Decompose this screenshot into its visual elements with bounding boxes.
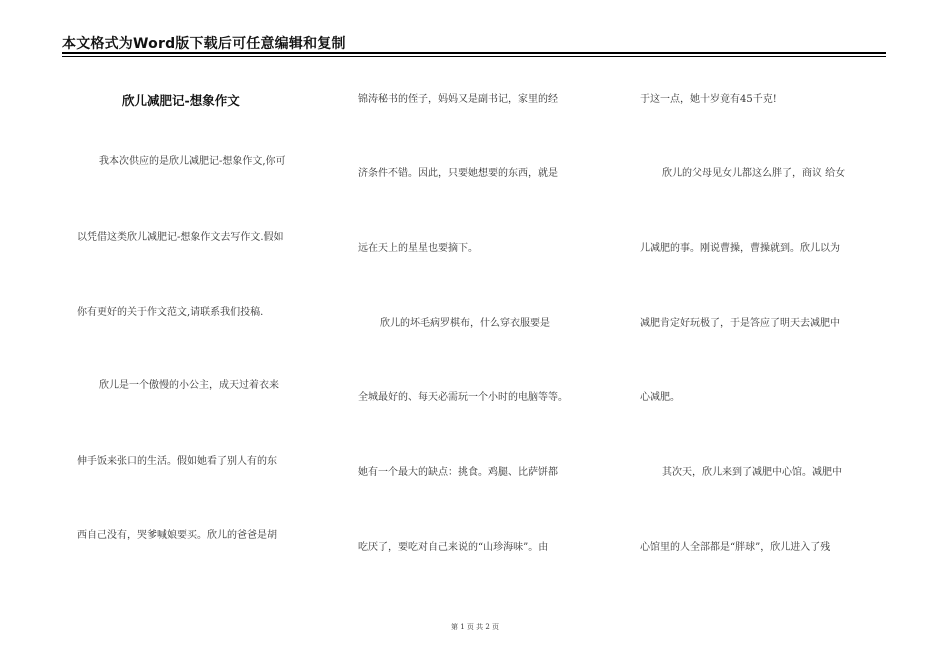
text-line: 欣儿的坏毛病罗棋布，什么穿衣服要是: [380, 318, 550, 329]
text-line: 远在天上的星星也要摘下。: [358, 243, 478, 254]
text-line: 吃厌了，要吃对自己来说的“山珍海味”。由: [358, 542, 549, 553]
text-line: 于这一点，她十岁竟有45千克!: [640, 94, 777, 105]
text-line: 心减肥。: [640, 392, 680, 403]
text-line: 以凭借这类欣儿减肥记-想象作文去写作文.假如: [77, 232, 284, 243]
page-header-text: 本文格式为Word版下载后可任意编辑和复制: [62, 36, 346, 52]
header-rule-thin: [62, 56, 886, 57]
text-line: 欣儿的父母见女儿都这么胖了，商议 给女: [662, 168, 846, 179]
text-line: 西自己没有，哭爹喊娘要买。欣儿的爸爸是胡: [77, 530, 277, 541]
text-line: 儿减肥的事。刚说曹操，曹操就到。欣儿以为: [640, 243, 840, 254]
text-line: 心馆里的人全部都是“胖球”，欣儿进入了残: [640, 542, 831, 553]
text-line: 减肥肯定好玩极了，于是答应了明天去减肥中: [640, 318, 840, 329]
page-footer-page-number: 第 1 页 共 2 页: [450, 623, 500, 631]
text-line: 其次天，欣儿来到了减肥中心馆。减肥中: [662, 467, 842, 478]
article-title: 欣儿减肥记-想象作文: [122, 93, 240, 108]
text-line: 全城最好的、每天必需玩一个小时的电脑等等。: [358, 392, 568, 403]
header-rule-thick: [62, 52, 886, 54]
text-line: 你有更好的关于作文范文,请联系我们投稿.: [77, 307, 264, 318]
text-line: 她有一个最大的缺点：挑食。鸡腿、比萨饼都: [358, 467, 558, 478]
text-line: 伸手饭来张口的生活。假如她看了别人有的东: [77, 456, 277, 467]
text-line: 我本次供应的是欣儿减肥记-想象作文,你可: [99, 156, 286, 167]
text-line: 济条件不错。因此，只要她想要的东西，就是: [358, 168, 558, 179]
text-line: 锦涛秘书的侄子，妈妈又是副书记，家里的经: [358, 94, 558, 105]
text-line: 欣儿是一个傲慢的小公主，成天过着衣来: [99, 380, 279, 391]
